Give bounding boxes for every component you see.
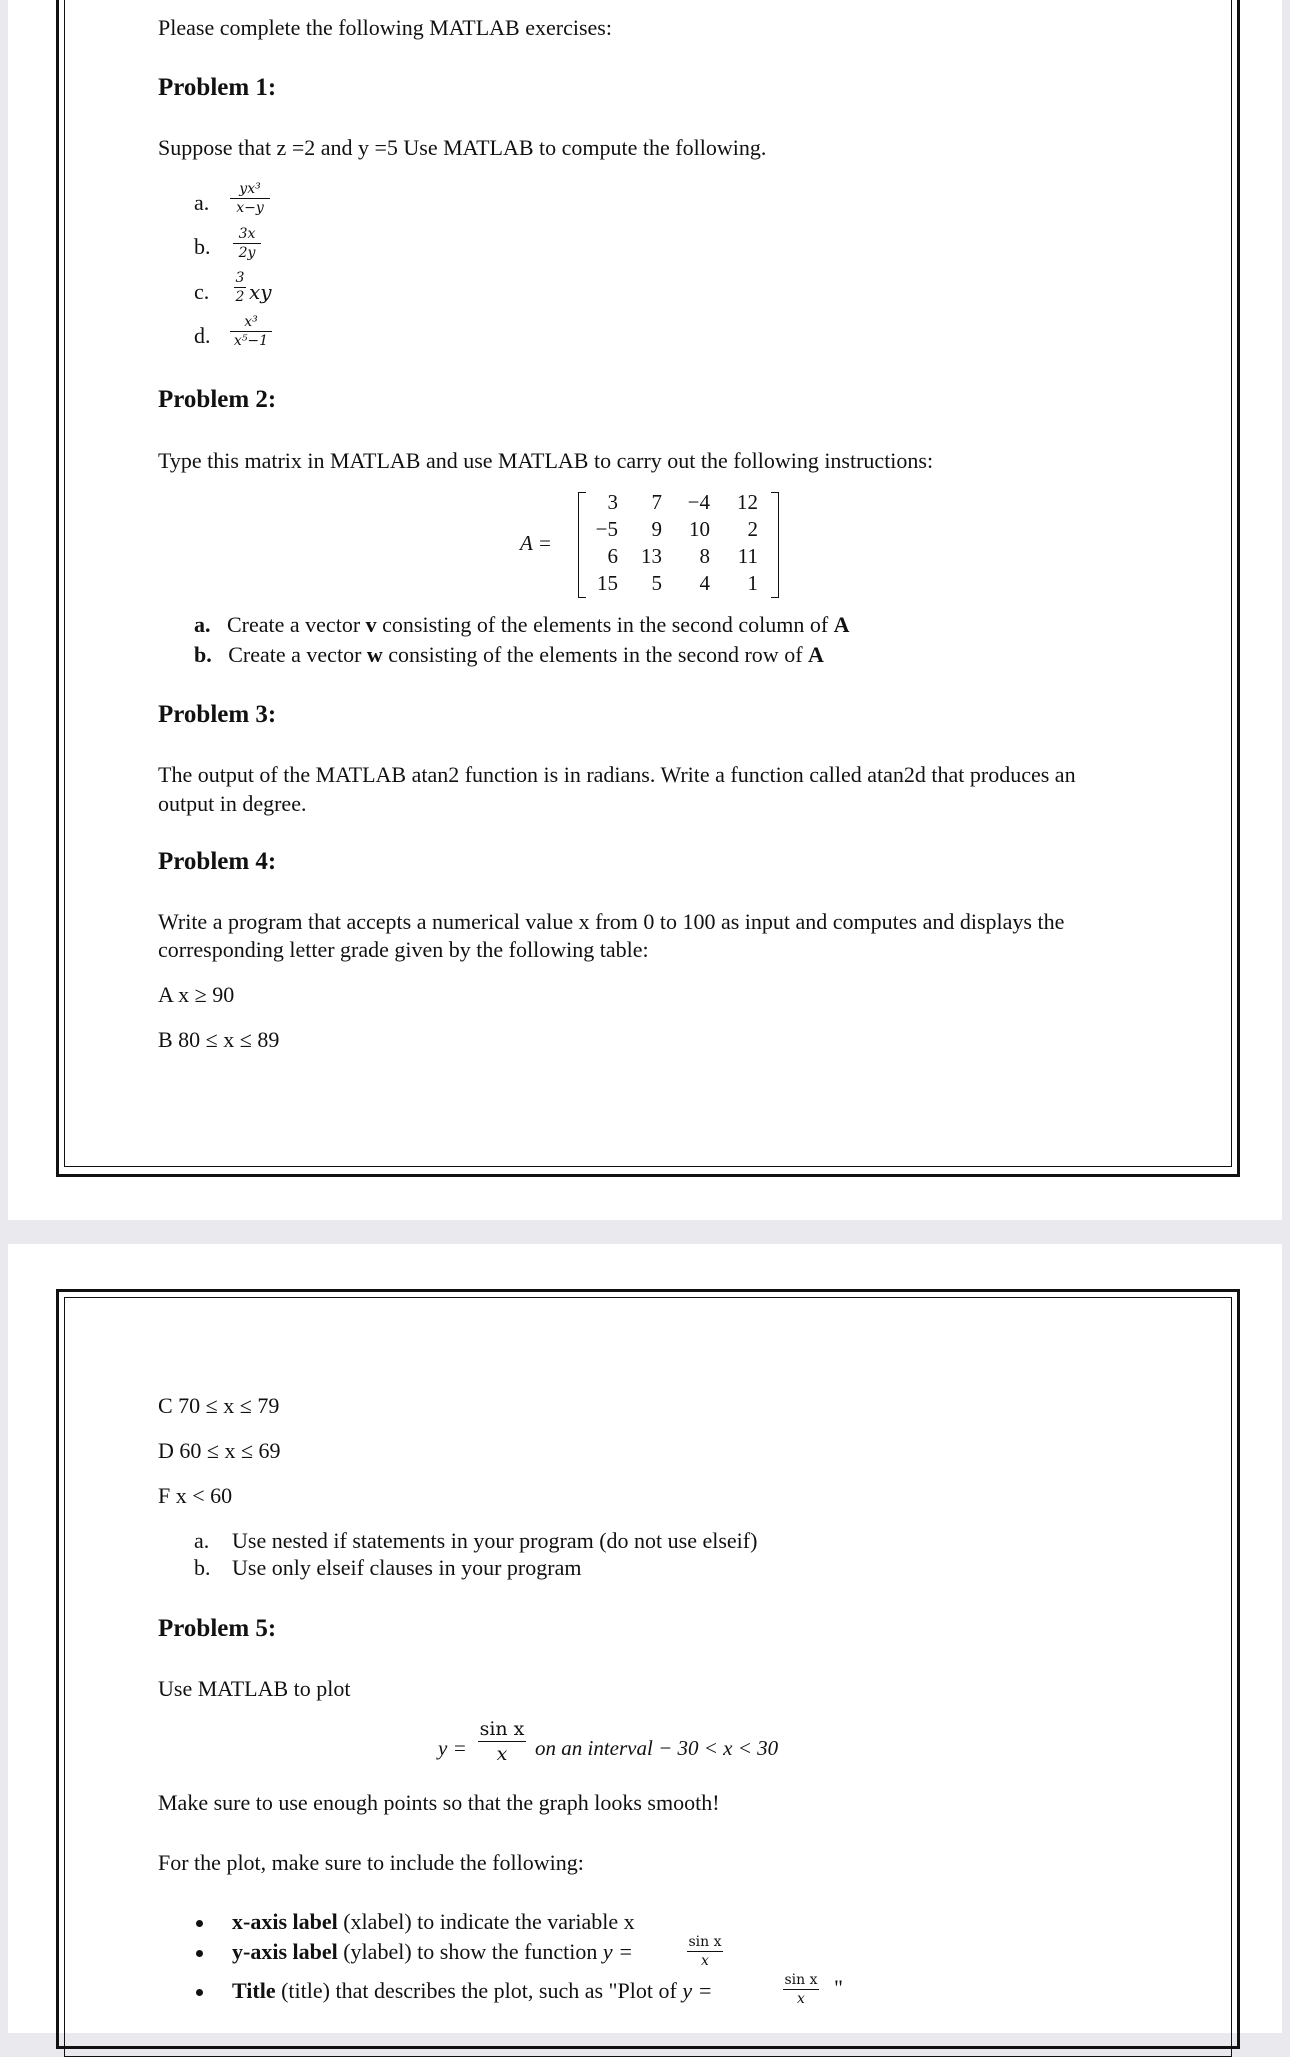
bullet-3-close: " (834, 1975, 843, 2000)
fraction-b (233, 226, 261, 261)
fraction-d-num: x³ (244, 314, 258, 330)
p4-item-b-label: b. (194, 1555, 211, 1580)
grade-d: D 60 ≤ x ≤ 69 (158, 1438, 281, 1463)
bullet-2-frac-num: sin x (688, 1934, 722, 1950)
bullet-2-icon (196, 1950, 203, 1957)
smooth-note: Make sure to use enough points so that the graph looks smooth! (158, 1790, 720, 1815)
fraction-b-den: 2y (238, 245, 256, 261)
p2-item-a-label: a. (194, 612, 211, 637)
matrix-cell-r1-c3: −4 (687, 490, 710, 514)
bullet-3-bold: Title (232, 1978, 276, 2003)
bullet-3 (232, 1977, 712, 2005)
fraction-c-num: 3 (235, 270, 245, 286)
matrix-label: A = (520, 531, 552, 555)
bullet-2-fraction (687, 1934, 723, 1969)
p2-item-b-var: w (366, 642, 383, 667)
equation-lhs: y = (438, 1736, 467, 1760)
bullet-3-fraction (783, 1972, 819, 2007)
problem-5-text: Use MATLAB to plot (158, 1676, 351, 1701)
p4-item-b-text: Use only elseif clauses in your program (232, 1555, 582, 1580)
item-c-tail: xy (249, 280, 272, 304)
p2-item-b-end: A (808, 642, 824, 667)
fraction-d (230, 314, 272, 349)
fraction-c-den: 2 (235, 289, 245, 305)
equation-rhs: on an interval − 30 < x < 30 (535, 1736, 779, 1760)
p2-item-b-pre: Create a vector (228, 642, 362, 667)
matrix-cell-r1-c4: 12 (737, 490, 758, 514)
fraction-a-den: x−y (236, 200, 264, 216)
bullet-1 (232, 1908, 635, 1936)
p2-item-a-end: A (833, 612, 850, 637)
matrix-cell-r1-c1: 3 (607, 490, 618, 514)
item-b-label: b. (194, 234, 211, 259)
fraction-a (230, 181, 270, 216)
p2-item-a (194, 611, 850, 639)
p2-item-b-label: b. (194, 642, 212, 667)
matrix-cell-r4-c4: 1 (747, 571, 758, 595)
problem-3-line1: The output of the MATLAB atan2 function is in radians. Write a function called atan2d that produces an (158, 762, 1076, 787)
page-2 (8, 1244, 1282, 2033)
p4-item-a-text: Use nested if statements in your program (do not use elseif) (232, 1528, 758, 1553)
bullet-1-icon (196, 1920, 203, 1927)
matrix-cell-r2-c3: 10 (689, 517, 710, 541)
equation-num: sin x (479, 1718, 525, 1740)
equation-fraction (478, 1718, 526, 1765)
matrix-cell-r4-c2: 5 (651, 571, 662, 595)
bullet-2-frac-den: x (701, 1953, 709, 1969)
item-a-label: a. (194, 190, 210, 215)
p4-item-a-label: a. (194, 1528, 210, 1553)
bullet-3-frac-num: sin x (784, 1972, 818, 1988)
problem-4-line1: Write a program that accepts a numerical value x from 0 to 100 as input and computes and displays the (158, 909, 1065, 934)
bullet-1-bold: x-axis label (232, 1909, 338, 1934)
matrix-cell-r3-c3: 8 (699, 544, 710, 568)
bullet-3-frac-den: x (797, 1991, 805, 2007)
matrix-cell-r4-c3: 4 (699, 571, 710, 595)
p2-item-a-var: v (365, 612, 377, 637)
matrix-right-bracket (771, 492, 779, 598)
fraction-a-num: yx³ (239, 181, 261, 197)
p2-item-a-mid: consisting of the elements in the second column of (382, 612, 829, 637)
problem-4-title: Problem 4: (158, 848, 277, 875)
bullet-1-rest: (xlabel) to indicate the variable x (337, 1909, 635, 1934)
intro-text: Please complete the following MATLAB exercises: (158, 15, 612, 40)
matrix-cell-r3-c4: 11 (737, 544, 758, 568)
equation-den: x (496, 1743, 508, 1765)
problem-1-text: Suppose that z =2 and y =5 Use MATLAB to compute the following. (158, 135, 767, 160)
grade-f: F x < 60 (158, 1483, 233, 1508)
bullet-3-icon (196, 1989, 203, 1996)
problem-3-title: Problem 3: (158, 701, 277, 728)
bullet-2 (232, 1938, 633, 1966)
matrix-cell-r3-c2: 13 (641, 544, 662, 568)
bullet-3-eq: y = (682, 1978, 713, 2003)
bullet-3-rest: (title) that describes the plot, such as "Plot of (275, 1978, 683, 2003)
item-c-label: c. (194, 279, 210, 304)
problem-2-text: Type this matrix in MATLAB and use MATLAB to carry out the following instructions: (158, 448, 934, 473)
matrix-cell-r2-c1: −5 (595, 517, 618, 541)
problem-5-title: Problem 5: (158, 1615, 277, 1642)
problem-3-line2: output in degree. (158, 791, 307, 816)
matrix-cell-r1-c2: 7 (651, 490, 662, 514)
p2-item-b (194, 641, 824, 669)
grade-c: C 70 ≤ x ≤ 79 (158, 1393, 280, 1418)
bullet-2-rest: (ylabel) to show the function (337, 1939, 603, 1964)
matrix-a (578, 490, 778, 600)
page-1 (8, 0, 1282, 1220)
p2-item-b-mid: consisting of the elements in the second row of (388, 642, 803, 667)
bullet-2-eq: y = (602, 1939, 634, 1964)
matrix-cell-r3-c1: 6 (607, 544, 618, 568)
matrix-cell-r2-c2: 9 (651, 517, 662, 541)
item-d-label: d. (194, 323, 211, 348)
p2-item-a-pre: Create a vector (227, 612, 361, 637)
problem-4-line2: corresponding letter grade given by the following table: (158, 937, 649, 962)
grade-b: B 80 ≤ x ≤ 89 (158, 1027, 280, 1052)
fraction-d-den: x⁵−1 (233, 333, 269, 349)
matrix-cell-r4-c1: 15 (597, 571, 618, 595)
problem-1-title: Problem 1: (158, 74, 277, 101)
fraction-c (234, 270, 246, 305)
problem-2-title: Problem 2: (158, 386, 277, 413)
grade-a: A x ≥ 90 (158, 982, 235, 1007)
include-note: For the plot, make sure to include the following: (158, 1850, 584, 1875)
fraction-b-num: 3x (238, 226, 256, 242)
matrix-cell-r2-c4: 2 (747, 517, 758, 541)
bullet-2-bold: y-axis label (232, 1939, 338, 1964)
